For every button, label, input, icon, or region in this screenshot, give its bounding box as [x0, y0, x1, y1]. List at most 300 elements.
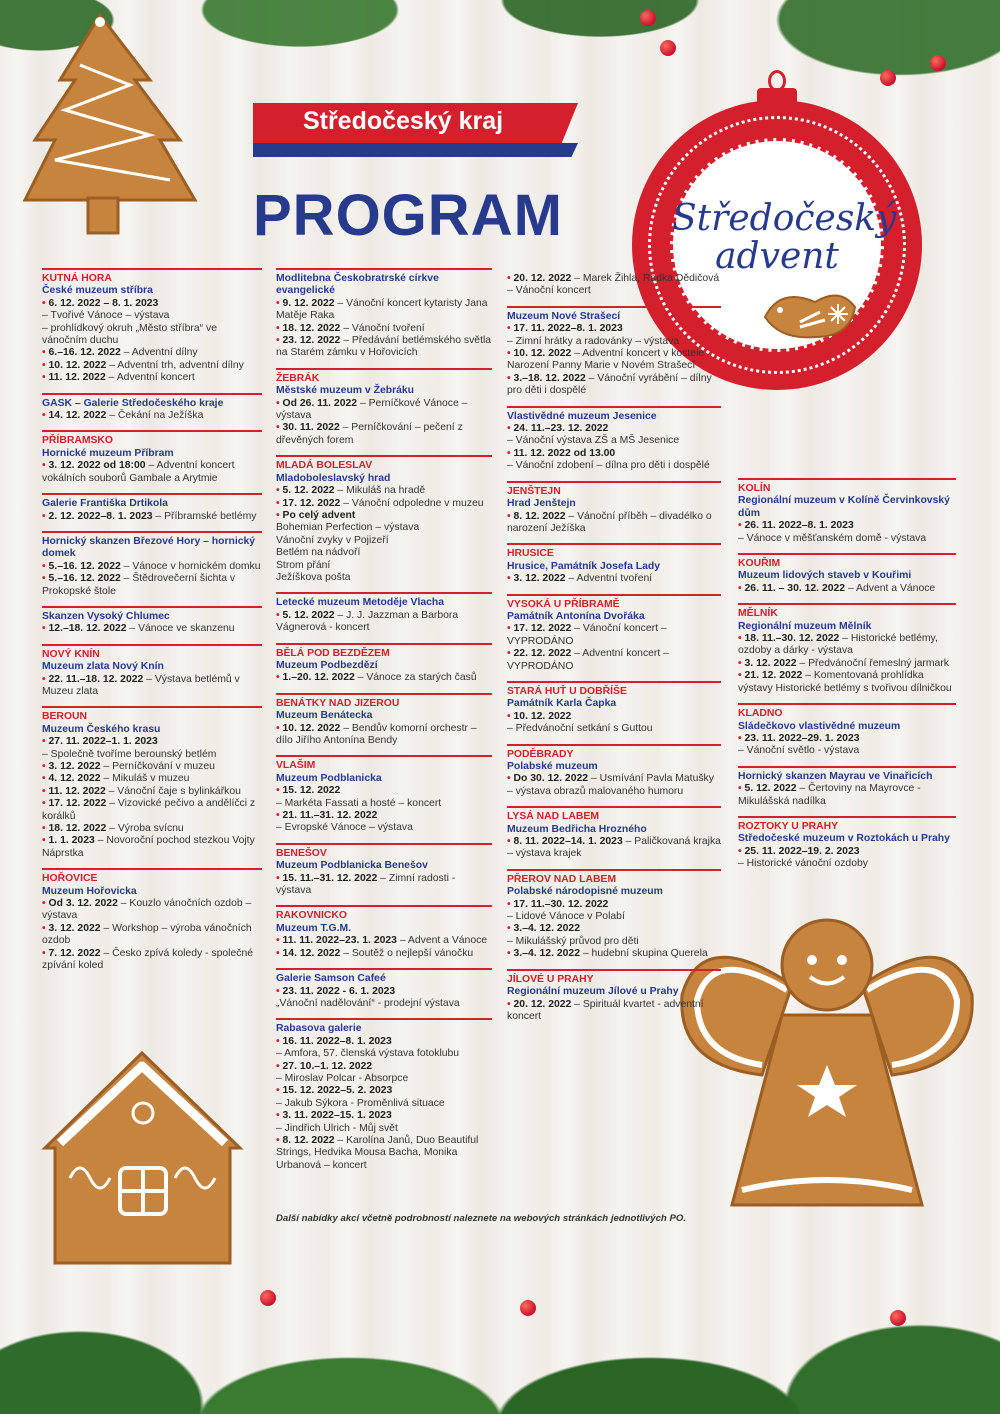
- event-text: – Amfora, 57. členská výstava fotoklubu: [276, 1048, 460, 1060]
- event-text: – Vánoční čaje s bylinkářkou: [105, 785, 241, 797]
- event-text: – hudební skupina Querela: [579, 948, 708, 960]
- program-section: [738, 766, 956, 808]
- event-date: 5.–16. 12. 2022: [48, 573, 121, 585]
- program-section: [276, 905, 492, 960]
- event-text: Strom přání: [276, 559, 331, 571]
- event-date: 12.–18. 12. 2022: [48, 623, 127, 635]
- venue-name: Hornický skanzen Březové Hory – hornický domek: [42, 535, 256, 560]
- program-section: [507, 543, 721, 585]
- venue-name: Galerie Samson Cafeé: [276, 973, 386, 985]
- event-date: 17. 11. 2022–8. 1. 2023: [513, 323, 623, 335]
- event-item: [507, 911, 721, 923]
- event-date: 4. 12. 2022: [48, 773, 101, 785]
- event-item: [42, 623, 262, 635]
- bullet-icon: •: [42, 823, 49, 835]
- event-date: 3. 11. 2022–15. 1. 2023: [282, 1110, 392, 1122]
- bullet-icon: •: [276, 672, 283, 684]
- event-item: [507, 336, 721, 348]
- event-date: 3. 12. 2022: [744, 657, 797, 669]
- program-section: [507, 969, 721, 1024]
- event-item: [276, 810, 492, 822]
- event-text: – Vánoce ve skanzenu: [126, 623, 235, 635]
- program-section: [507, 268, 721, 298]
- venue-name: Sládečkovo vlastivědné muzeum: [738, 720, 901, 732]
- event-date: 20. 12. 2022: [513, 998, 572, 1010]
- program-section: [507, 869, 721, 961]
- event-text: – Vánoční vyrábění – dílny pro děti i dospělé: [507, 372, 712, 397]
- event-item: [276, 785, 492, 797]
- berry-decoration: [930, 55, 946, 71]
- event-text: Ježíškova pošta: [276, 571, 351, 583]
- event-item: [738, 520, 956, 532]
- town-heading: LYSÁ NAD LABEM: [507, 811, 599, 823]
- event-date: 22. 12. 2022: [513, 648, 572, 660]
- town-heading: JÍLOVÉ U PRAHY: [507, 973, 594, 985]
- event-item: [507, 323, 721, 335]
- bullet-icon: •: [42, 347, 49, 359]
- event-item: [276, 798, 492, 810]
- event-item: [276, 498, 492, 510]
- event-item: [507, 836, 721, 861]
- event-date: 27. 11. 2022–1. 1. 2023: [48, 736, 158, 748]
- event-item: [507, 511, 721, 536]
- event-item: [42, 323, 262, 348]
- bullet-icon: •: [42, 510, 49, 522]
- town-heading: HRUSICE: [507, 548, 554, 560]
- event-text: – Bendův komorní orchestr – dílo Jiřího Antonína Bendy: [276, 722, 477, 746]
- event-item: [276, 1036, 492, 1048]
- bullet-icon: •: [276, 609, 283, 621]
- berry-decoration: [660, 40, 676, 56]
- event-date: 9. 12. 2022: [282, 297, 335, 309]
- event-item: [738, 658, 956, 670]
- town-heading: BĚLÁ POD BEZDĚZEM: [276, 647, 390, 659]
- program-section: [42, 868, 262, 972]
- banner-blue-stripe: [253, 143, 578, 157]
- bullet-icon: •: [276, 485, 283, 497]
- venue-name: Vlastivědné muzeum Jesenice: [507, 410, 657, 422]
- event-item: [42, 749, 262, 761]
- bullet-icon: •: [276, 985, 283, 997]
- event-item: [507, 711, 721, 723]
- venue-name: Hornický skanzen Mayrau ve Vinařicích: [738, 770, 933, 782]
- event-date: 18. 12. 2022: [282, 322, 341, 334]
- bullet-icon: •: [507, 423, 514, 435]
- event-text: – Adventní koncert – VYPRODÁNO: [507, 648, 669, 672]
- bullet-icon: •: [507, 836, 514, 848]
- event-text: – Vánoční zdobení – dílna pro děti i dospělé: [507, 460, 710, 472]
- event-date: 23. 11. 2022–29. 1. 2023: [744, 732, 860, 744]
- event-item: [738, 858, 956, 870]
- event-date: 8. 12. 2022: [282, 1134, 335, 1146]
- town-heading: KOLÍN: [738, 483, 771, 494]
- event-item: [42, 823, 262, 835]
- bullet-icon: •: [507, 273, 514, 284]
- event-date: 11. 12. 2022: [48, 372, 106, 384]
- bullet-icon: •: [42, 560, 49, 572]
- event-item: [276, 1048, 492, 1060]
- event-date: 7. 12. 2022: [48, 947, 101, 959]
- program-section: [276, 755, 492, 834]
- venue-name: České muzeum stříbra: [42, 285, 153, 297]
- event-date: 3.–4. 12. 2022: [513, 923, 580, 935]
- bullet-icon: •: [276, 297, 283, 309]
- town-heading: STARÁ HUŤ U DOBŘÍŠE: [507, 685, 627, 697]
- event-date: 15. 12. 2022: [282, 785, 341, 797]
- program-section: [276, 592, 492, 634]
- event-date: 10. 12. 2022: [513, 348, 572, 360]
- event-item: [507, 923, 721, 935]
- bullet-icon: •: [276, 722, 283, 734]
- event-item: [42, 773, 262, 785]
- town-heading: MLADÁ BOLESLAV: [276, 460, 373, 472]
- event-text: – Perníčkování – pečení z dřevěných forem: [276, 422, 463, 446]
- event-text: – Adventní dílny: [120, 347, 198, 359]
- program-column-1: [42, 268, 262, 981]
- bullet-icon: •: [276, 1035, 283, 1047]
- event-text: – Lidové Vánoce v Polabí: [507, 911, 625, 923]
- event-text: – Výroba svícnu: [106, 823, 184, 835]
- event-date: Od 26. 11. 2022: [282, 397, 358, 409]
- program-section: [276, 693, 492, 748]
- event-date: 15. 12. 2022–5. 2. 2023: [282, 1085, 393, 1097]
- event-text: – Spirituál kvartet - adventní koncert: [507, 998, 704, 1022]
- event-item: [42, 736, 262, 748]
- event-text: – Štědrovečerní šichta v Prokopské štole: [42, 573, 236, 597]
- program-section: [276, 968, 492, 1010]
- program-section: [738, 816, 956, 871]
- event-text: – Zimní radosti - výstava: [276, 872, 456, 897]
- event-text: Betlém na nádvoří: [276, 547, 361, 559]
- venue-name: Skanzen Vysoký Chlumec: [42, 610, 170, 622]
- event-date: 3.–18. 12. 2022: [513, 372, 586, 384]
- event-date: 24. 11.–23. 12. 2022: [513, 423, 609, 435]
- event-text: – Novoroční pochod stezkou Vojty Náprstka: [42, 835, 255, 859]
- town-heading: RAKOVNICKO: [276, 910, 348, 922]
- venue-name: Letecké muzeum Metoděje Vlacha: [276, 597, 445, 609]
- venue-name: Polabské národopisné muzeum: [507, 886, 663, 898]
- event-date: 17. 12. 2022: [48, 798, 107, 810]
- event-text: – Mikuláš na hradě: [334, 485, 426, 497]
- event-text: – Komentovaná prohlídka výstavy Historické betlémy s tvořivou dílničkou: [738, 670, 952, 694]
- event-text: – Soutěž o nejlepší vánočku: [340, 947, 474, 959]
- bullet-icon: •: [738, 633, 745, 645]
- event-item: [276, 1110, 492, 1122]
- bullet-icon: •: [276, 935, 283, 947]
- program-column-4: [738, 478, 956, 879]
- event-date: 11. 11. 2022–23. 1. 2023: [282, 935, 397, 947]
- event-date: 5.–16. 12. 2022: [48, 560, 121, 572]
- event-item: [276, 935, 492, 947]
- bullet-icon: •: [276, 872, 283, 884]
- event-text: – Vánoční tvoření: [340, 322, 425, 334]
- event-text: – Čertoviny na Mayrovce - Mikulášská nadílka: [738, 783, 921, 807]
- bullet-icon: •: [42, 623, 49, 635]
- berry-decoration: [520, 1300, 536, 1316]
- event-date: 17. 11.–30. 12. 2022: [513, 898, 609, 910]
- bullet-icon: •: [507, 710, 514, 722]
- event-item: [42, 923, 262, 948]
- program-section: [42, 393, 262, 423]
- gingerbread-bird-icon: [760, 282, 860, 342]
- event-item: [42, 310, 262, 322]
- venue-name: Mladoboleslavský hrad: [276, 472, 391, 484]
- bullet-icon: •: [42, 573, 49, 585]
- event-item: [507, 948, 721, 960]
- town-heading: PŘEROV NAD LABEM: [507, 873, 617, 885]
- town-heading: PODĚBRADY: [507, 748, 574, 760]
- event-text: – Karolína Janů, Duo Beautiful Strings, Hedvika Mousa Bacha, Monika Urbanová – koncert: [276, 1134, 479, 1171]
- bullet-icon: •: [507, 323, 514, 335]
- event-item: [276, 485, 492, 497]
- event-item: [42, 460, 262, 485]
- bullet-icon: •: [738, 670, 745, 682]
- event-date: 1.–20. 12. 2022: [282, 672, 355, 684]
- event-item: [507, 648, 721, 673]
- event-item: [276, 1135, 492, 1172]
- bullet-icon: •: [42, 372, 49, 384]
- event-item: [738, 670, 956, 695]
- town-heading: JENŠTEJN: [507, 485, 561, 497]
- event-item: [276, 1073, 492, 1085]
- venue-name: Regionální muzeum Mělník: [738, 620, 872, 632]
- bullet-icon: •: [276, 422, 283, 434]
- event-date: 20. 12. 2022: [513, 273, 572, 284]
- event-item: [507, 999, 721, 1024]
- event-text: – Markéta Fassati a hosté – koncert: [276, 797, 442, 809]
- event-text: – Workshop – výroba vánočních ozdob: [42, 922, 252, 947]
- bullet-icon: •: [42, 297, 49, 309]
- event-text: – Příbramské betlémy: [152, 510, 257, 522]
- event-date: 21. 12. 2022: [744, 670, 803, 682]
- program-section: [42, 430, 262, 485]
- event-item: [276, 572, 492, 584]
- event-date: 23. 12. 2022: [282, 335, 341, 347]
- event-item: [738, 583, 956, 595]
- region-banner: [253, 103, 578, 159]
- event-date: 10. 12. 2022: [282, 722, 341, 734]
- event-item: [276, 873, 492, 898]
- event-item: [276, 672, 492, 684]
- bullet-icon: •: [42, 761, 49, 772]
- bullet-icon: •: [276, 335, 283, 347]
- event-item: [276, 998, 492, 1010]
- venue-name: Středočeské muzeum v Roztokách u Prahy: [738, 833, 950, 845]
- event-text: – Mikulášský průvod pro děti: [507, 935, 639, 947]
- event-date: 8. 12. 2022: [513, 510, 566, 522]
- event-item: [42, 798, 262, 823]
- event-text: – Předávání betlémského světla na Starém zámku v Hořovicích: [276, 335, 492, 359]
- venue-name: Muzeum Českého krasu: [42, 723, 161, 735]
- bullet-icon: •: [738, 732, 745, 744]
- bullet-icon: •: [507, 648, 514, 660]
- event-text: – Mikuláš v muzeu: [100, 773, 190, 785]
- event-text: – Vánoce v hornickém domku: [120, 560, 261, 572]
- event-text: – Tvořivé Vánoce – výstava: [42, 310, 170, 322]
- event-date: 25. 11. 2022–19. 2. 2023: [744, 845, 860, 857]
- program-section: [276, 268, 492, 360]
- event-date: 27. 10.–1. 12. 2022: [282, 1060, 373, 1072]
- venue-name: Městské muzeum v Žebráku: [276, 385, 415, 397]
- bullet-icon: •: [276, 810, 283, 822]
- event-text: – Vánoční světlo - výstava: [738, 745, 860, 757]
- bullet-icon: •: [42, 785, 49, 797]
- event-text: – Vánoce za starých časů: [354, 672, 477, 684]
- event-item: [276, 1123, 492, 1135]
- event-item: [738, 633, 956, 658]
- event-item: [42, 561, 262, 573]
- event-item: [507, 573, 721, 585]
- event-item: [276, 1061, 492, 1073]
- venue-name: Muzeum Podblanicka Benešov: [276, 860, 428, 872]
- event-date: 21. 11.–31. 12. 2022: [282, 810, 378, 822]
- venue-name: Modlitebna Českobratrské církve evangelické: [276, 273, 439, 297]
- town-heading: BEROUN: [42, 711, 88, 723]
- event-item: [42, 948, 262, 973]
- event-text: – Zimní hrátky a radovánky – výstava: [507, 335, 680, 347]
- event-date: 11. 12. 2022: [48, 785, 106, 797]
- event-item: [42, 786, 262, 798]
- bullet-icon: •: [276, 1060, 283, 1072]
- event-text: „Vánoční nadělování“ - prodejní výstava: [276, 997, 460, 1009]
- event-date: 10. 12. 2022: [513, 710, 572, 722]
- bullet-icon: •: [507, 348, 514, 360]
- program-section: [738, 703, 956, 758]
- bullet-icon: •: [42, 773, 49, 785]
- program-section: [507, 744, 721, 799]
- event-date: 23. 11. 2022 - 6. 1. 2023: [282, 985, 396, 997]
- event-item: [42, 835, 262, 860]
- event-item: [276, 547, 492, 559]
- berry-decoration: [640, 10, 656, 26]
- program-section: [42, 493, 262, 523]
- event-date: 5. 12. 2022: [282, 609, 335, 621]
- event-text: – Vizovické pečivo a andělíčci z korálků: [42, 798, 256, 822]
- event-item: [507, 348, 721, 373]
- event-item: [42, 511, 262, 523]
- bullet-icon: •: [276, 497, 283, 509]
- event-item: [276, 610, 492, 635]
- event-text: – Adventní koncert vokálních souborů Gambale a Arytmie: [42, 460, 235, 484]
- event-date: 3. 12. 2022: [513, 573, 566, 585]
- event-date: 3. 12. 2022: [48, 761, 101, 772]
- event-text: Bohemian Perfection – výstava: [276, 522, 420, 534]
- bullet-icon: •: [507, 948, 514, 960]
- event-item: [276, 298, 492, 323]
- program-column-3: [507, 268, 721, 1031]
- venue-name: Muzeum Benátecka: [276, 710, 373, 722]
- event-date: 3. 12. 2022: [48, 922, 101, 934]
- event-item: [276, 948, 492, 960]
- event-text: – Čekání na Ježíška: [106, 410, 204, 422]
- town-heading: ŽEBRÁK: [276, 372, 320, 384]
- event-item: [42, 347, 262, 359]
- bullet-icon: •: [507, 998, 514, 1010]
- bullet-icon: •: [507, 623, 514, 635]
- event-date: 14. 12. 2022: [48, 410, 107, 422]
- venue-name: Regionální muzeum Jílové u Prahy: [507, 986, 679, 998]
- bullet-icon: •: [738, 520, 745, 532]
- ornament-title-line-2: advent: [715, 236, 839, 277]
- event-date: 16. 11. 2022–8. 1. 2023: [282, 1035, 392, 1047]
- event-text: Vánoční zvyky v Pojizeří: [276, 534, 389, 546]
- event-date: 2. 12. 2022–8. 1. 2023: [48, 510, 153, 522]
- venue-name: Památník Karla Čapka: [507, 698, 617, 710]
- event-date: 14. 12. 2022: [282, 947, 341, 959]
- event-text: – Adventní koncert v kostele Narození Panny Marie v Novém Strašecí: [507, 348, 705, 372]
- venue-name: Polabské muzeum: [507, 761, 598, 772]
- gingerbread-house-icon: [40, 1048, 245, 1268]
- event-date: 1. 1. 2023: [48, 835, 95, 847]
- event-item: [507, 773, 721, 798]
- bullet-icon: •: [42, 947, 49, 959]
- event-date: 5. 12. 2022: [282, 485, 335, 497]
- berry-decoration: [890, 1310, 906, 1326]
- bullet-icon: •: [738, 582, 745, 594]
- event-date: 8. 11. 2022–14. 1. 2023: [513, 836, 623, 848]
- event-item: [276, 986, 492, 998]
- event-text: – Výstava betlémů v Muzeu zlata: [42, 673, 240, 697]
- event-item: [276, 335, 492, 360]
- venue-name: Hornické muzeum Příbram: [42, 447, 174, 459]
- event-item: [42, 298, 262, 310]
- venue-name: Muzeum Nové Strašecí: [507, 310, 621, 322]
- town-heading: VYSOKÁ U PŘÍBRAMĚ: [507, 598, 620, 610]
- venue-name: Rabasova galerie: [276, 1023, 362, 1035]
- event-date: 6. 12. 2022 – 8. 1. 2023: [48, 297, 159, 309]
- venue-name: Památník Antonína Dvořáka: [507, 610, 645, 622]
- event-date: Do 30. 12. 2022: [513, 773, 589, 785]
- venue-name: Muzeum Bedřicha Hrozného: [507, 823, 647, 835]
- event-date: 18. 11.–30. 12. 2022: [744, 633, 840, 645]
- event-item: [738, 745, 956, 757]
- program-section: [42, 606, 262, 636]
- program-column-2: [276, 268, 492, 1180]
- event-item: [738, 733, 956, 745]
- bullet-icon: •: [507, 898, 514, 910]
- venue-name: Hrad Jenštejn: [507, 498, 576, 510]
- event-item: [738, 846, 956, 858]
- event-date: 26. 11. – 30. 12. 2022: [744, 582, 846, 594]
- bullet-icon: •: [507, 773, 514, 785]
- berry-decoration: [260, 1290, 276, 1306]
- bullet-icon: •: [276, 509, 283, 521]
- event-text: – Adventní trh, adventní dílny: [106, 359, 244, 371]
- event-date: 22. 11.–18. 12. 2022: [48, 673, 144, 685]
- venue-name: Muzeum T.G.M.: [276, 922, 352, 934]
- event-item: [507, 435, 721, 447]
- event-text: – Vánoce v měšťanském domě - výstava: [738, 532, 927, 544]
- event-text: – Advent a Vánoce: [845, 582, 936, 594]
- event-item: [507, 448, 721, 460]
- ornament-title: [672, 198, 897, 277]
- event-item: [42, 372, 262, 384]
- program-section: [507, 806, 721, 861]
- program-section: [42, 706, 262, 860]
- town-heading: HOŘOVICE: [42, 873, 98, 885]
- event-item: [42, 573, 262, 598]
- event-item: [507, 460, 721, 472]
- program-section: [507, 306, 721, 398]
- event-item: [507, 423, 721, 435]
- bullet-icon: •: [42, 359, 49, 371]
- event-date: 6.–16. 12. 2022: [48, 347, 121, 359]
- event-item: [507, 373, 721, 398]
- event-item: [276, 535, 492, 547]
- event-text: – Miroslav Polcar - Absorpce: [276, 1072, 409, 1084]
- footer-note: Další nabídky akcí včetně podrobností naleznete na webových stránkách jednotlivých PO.: [276, 1213, 686, 1224]
- bullet-icon: •: [42, 835, 49, 847]
